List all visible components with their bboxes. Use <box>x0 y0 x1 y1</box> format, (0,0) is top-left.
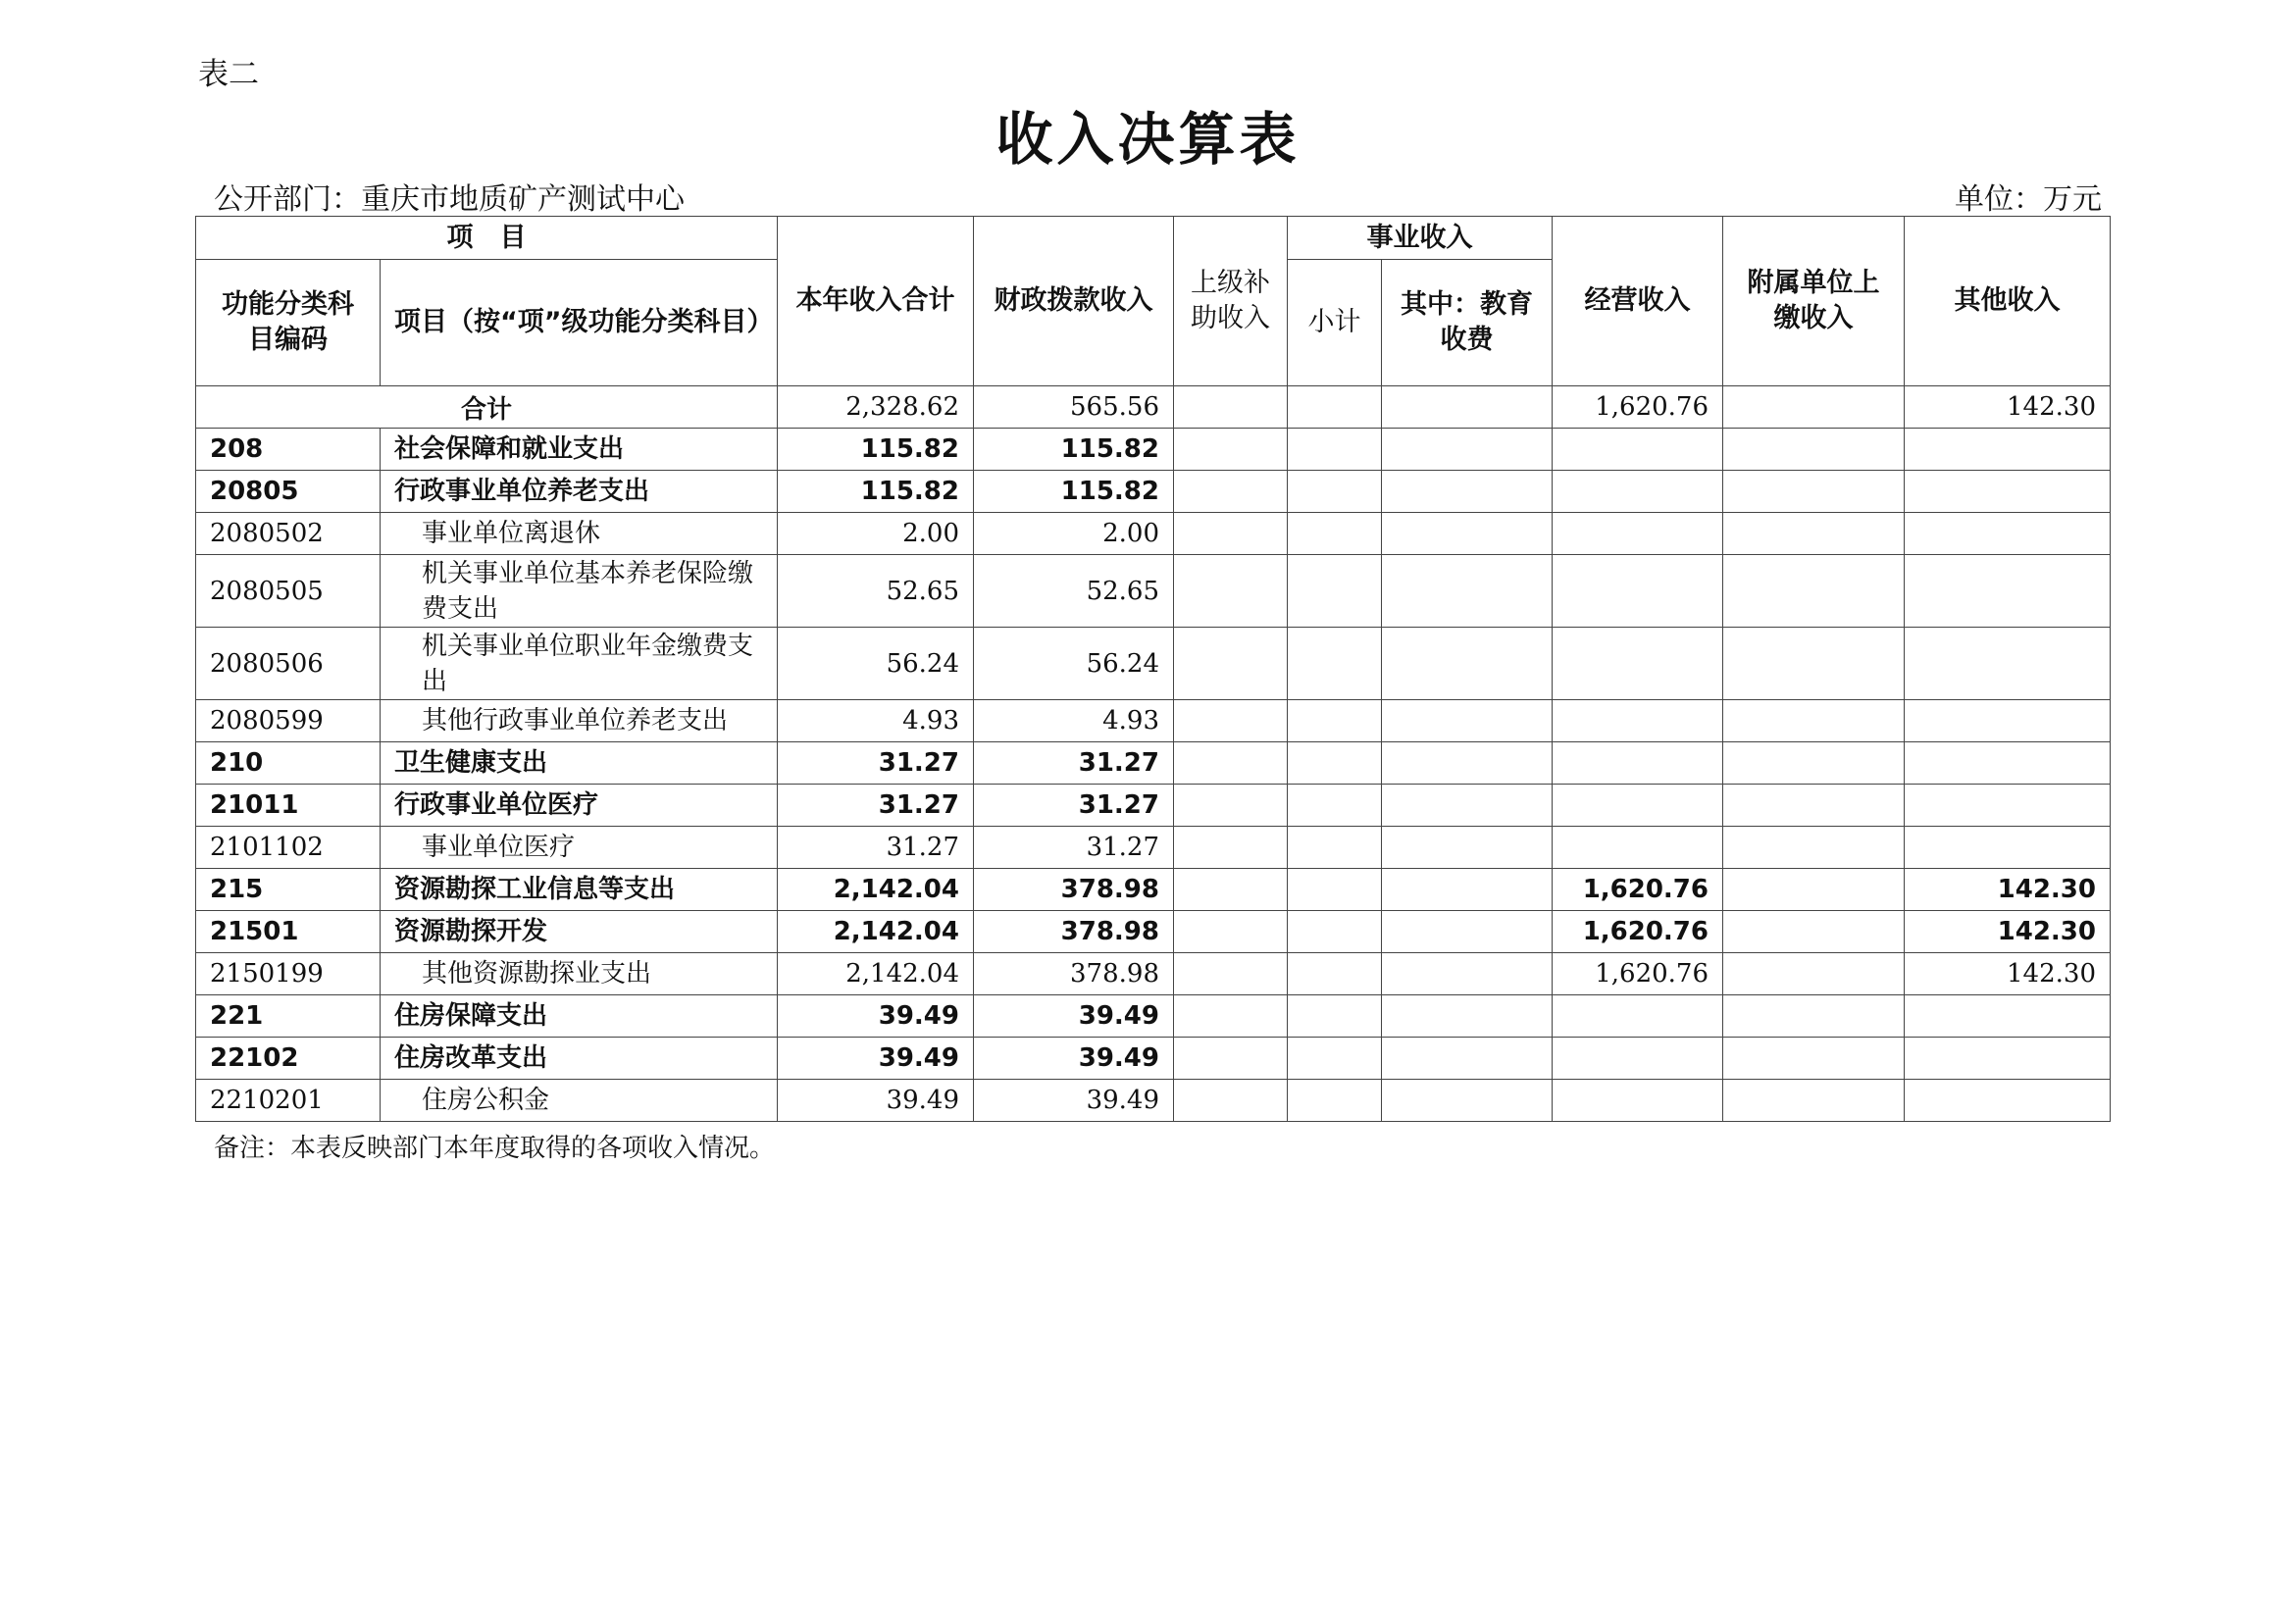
name-cell: 行政事业单位养老支出 <box>381 471 778 513</box>
total-cell: 56.24 <box>778 628 974 700</box>
total-other: 142.30 <box>1905 386 2111 429</box>
other-cell <box>1905 742 2111 785</box>
header-item: 项 目 <box>196 217 778 260</box>
total-cell: 31.27 <box>778 785 974 827</box>
business-cell: 1,620.76 <box>1553 869 1723 911</box>
header-other: 其他收入 <box>1905 217 2111 386</box>
business-cell <box>1553 471 1723 513</box>
code-cell: 2080502 <box>196 513 381 555</box>
other-cell: 142.30 <box>1905 953 2111 995</box>
fiscal-cell: 115.82 <box>974 471 1174 513</box>
total-cell: 39.49 <box>778 1080 974 1122</box>
total-cell: 2,142.04 <box>778 911 974 953</box>
total-label: 合计 <box>196 386 778 429</box>
code-cell: 208 <box>196 429 381 471</box>
business-cell <box>1553 628 1723 700</box>
table-row <box>196 555 2111 628</box>
header-affiliated: 附属单位上缴收入 <box>1723 217 1905 386</box>
other-cell <box>1905 513 2111 555</box>
fiscal-cell: 52.65 <box>974 555 1174 628</box>
fiscal-cell: 378.98 <box>974 911 1174 953</box>
fiscal-cell: 56.24 <box>974 628 1174 700</box>
name-cell: 资源勘探开发 <box>381 911 778 953</box>
fiscal-cell: 31.27 <box>974 742 1174 785</box>
page-title: 收入决算表 <box>995 106 1301 173</box>
name-cell: 机关事业单位职业年金缴费支出 <box>381 628 778 700</box>
fiscal-cell: 31.27 <box>974 785 1174 827</box>
table-row <box>196 911 2111 953</box>
business-cell <box>1553 1038 1723 1080</box>
business-cell <box>1553 1080 1723 1122</box>
other-cell <box>1905 785 2111 827</box>
business-cell: 1,620.76 <box>1553 911 1723 953</box>
footnote: 备注：本表反映部门本年度取得的各项收入情况。 <box>214 1134 776 1163</box>
business-cell <box>1553 429 1723 471</box>
header-superior: 上级补助收入 <box>1174 217 1288 386</box>
table-number: 表二 <box>198 57 259 92</box>
business-cell <box>1553 742 1723 785</box>
total-cell: 115.82 <box>778 471 974 513</box>
other-cell <box>1905 628 2111 700</box>
code-cell: 2101102 <box>196 827 381 869</box>
business-cell <box>1553 827 1723 869</box>
table-row <box>196 700 2111 742</box>
total-cell: 2,142.04 <box>778 953 974 995</box>
total-cell: 39.49 <box>778 995 974 1038</box>
other-cell <box>1905 995 2111 1038</box>
total-cell: 4.93 <box>778 700 974 742</box>
name-cell: 住房保障支出 <box>381 995 778 1038</box>
code-cell: 221 <box>196 995 381 1038</box>
total-fiscal: 565.56 <box>974 386 1174 429</box>
header-business: 经营收入 <box>1553 217 1723 386</box>
total-row <box>196 386 2111 429</box>
fiscal-cell: 39.49 <box>974 995 1174 1038</box>
table-row <box>196 869 2111 911</box>
code-cell: 2080599 <box>196 700 381 742</box>
table-row <box>196 995 2111 1038</box>
header-total: 本年收入合计 <box>778 217 974 386</box>
code-cell: 2210201 <box>196 1080 381 1122</box>
business-cell <box>1553 700 1723 742</box>
code-cell: 210 <box>196 742 381 785</box>
total-cell: 115.82 <box>778 429 974 471</box>
fiscal-cell: 39.49 <box>974 1080 1174 1122</box>
code-cell: 20805 <box>196 471 381 513</box>
name-cell: 行政事业单位医疗 <box>381 785 778 827</box>
table-row <box>196 742 2111 785</box>
business-cell <box>1553 785 1723 827</box>
other-cell <box>1905 471 2111 513</box>
total-business: 1,620.76 <box>1553 386 1723 429</box>
fiscal-cell: 115.82 <box>974 429 1174 471</box>
table-row <box>196 513 2111 555</box>
other-cell: 142.30 <box>1905 869 2111 911</box>
name-cell: 资源勘探工业信息等支出 <box>381 869 778 911</box>
code-cell: 21011 <box>196 785 381 827</box>
table-row <box>196 953 2111 995</box>
other-cell: 142.30 <box>1905 911 2111 953</box>
name-cell: 住房公积金 <box>381 1080 778 1122</box>
other-cell <box>1905 827 2111 869</box>
name-cell: 事业单位医疗 <box>381 827 778 869</box>
business-cell <box>1553 513 1723 555</box>
header-career-subtotal: 小计 <box>1288 260 1382 386</box>
table-row <box>196 628 2111 700</box>
fiscal-cell: 39.49 <box>974 1038 1174 1080</box>
other-cell <box>1905 555 2111 628</box>
fiscal-cell: 4.93 <box>974 700 1174 742</box>
table-row <box>196 1080 2111 1122</box>
name-cell: 事业单位离退休 <box>381 513 778 555</box>
table-row <box>196 1038 2111 1080</box>
fiscal-cell: 31.27 <box>974 827 1174 869</box>
name-cell: 其他行政事业单位养老支出 <box>381 700 778 742</box>
total-cell: 31.27 <box>778 742 974 785</box>
name-cell: 其他资源勘探业支出 <box>381 953 778 995</box>
income-table <box>195 216 2111 1122</box>
header-code: 功能分类科目编码 <box>196 260 381 386</box>
fiscal-cell: 378.98 <box>974 869 1174 911</box>
business-cell: 1,620.76 <box>1553 953 1723 995</box>
code-cell: 215 <box>196 869 381 911</box>
business-cell <box>1553 555 1723 628</box>
other-cell <box>1905 429 2111 471</box>
name-cell: 机关事业单位基本养老保险缴费支出 <box>381 555 778 628</box>
table-row <box>196 429 2111 471</box>
total-cell: 39.49 <box>778 1038 974 1080</box>
header-name: 项目（按“项”级功能分类科目） <box>381 260 778 386</box>
fiscal-cell: 2.00 <box>974 513 1174 555</box>
unit-label: 单位：万元 <box>1955 182 2102 217</box>
header-career: 事业收入 <box>1288 217 1553 260</box>
total-cell: 2,142.04 <box>778 869 974 911</box>
other-cell <box>1905 1038 2111 1080</box>
header-fiscal: 财政拨款收入 <box>974 217 1174 386</box>
code-cell: 2080506 <box>196 628 381 700</box>
name-cell: 社会保障和就业支出 <box>381 429 778 471</box>
table-row <box>196 827 2111 869</box>
department-label: 公开部门：重庆市地质矿产测试中心 <box>214 182 685 217</box>
code-cell: 21501 <box>196 911 381 953</box>
code-cell: 2150199 <box>196 953 381 995</box>
total-cell: 2.00 <box>778 513 974 555</box>
name-cell: 住房改革支出 <box>381 1038 778 1080</box>
name-cell: 卫生健康支出 <box>381 742 778 785</box>
business-cell <box>1553 995 1723 1038</box>
table-row <box>196 471 2111 513</box>
header-career-edu: 其中：教育收费 <box>1382 260 1553 386</box>
total-sum: 2,328.62 <box>778 386 974 429</box>
other-cell <box>1905 1080 2111 1122</box>
other-cell <box>1905 700 2111 742</box>
total-cell: 52.65 <box>778 555 974 628</box>
table-row <box>196 785 2111 827</box>
fiscal-cell: 378.98 <box>974 953 1174 995</box>
code-cell: 2080505 <box>196 555 381 628</box>
code-cell: 22102 <box>196 1038 381 1080</box>
total-cell: 31.27 <box>778 827 974 869</box>
